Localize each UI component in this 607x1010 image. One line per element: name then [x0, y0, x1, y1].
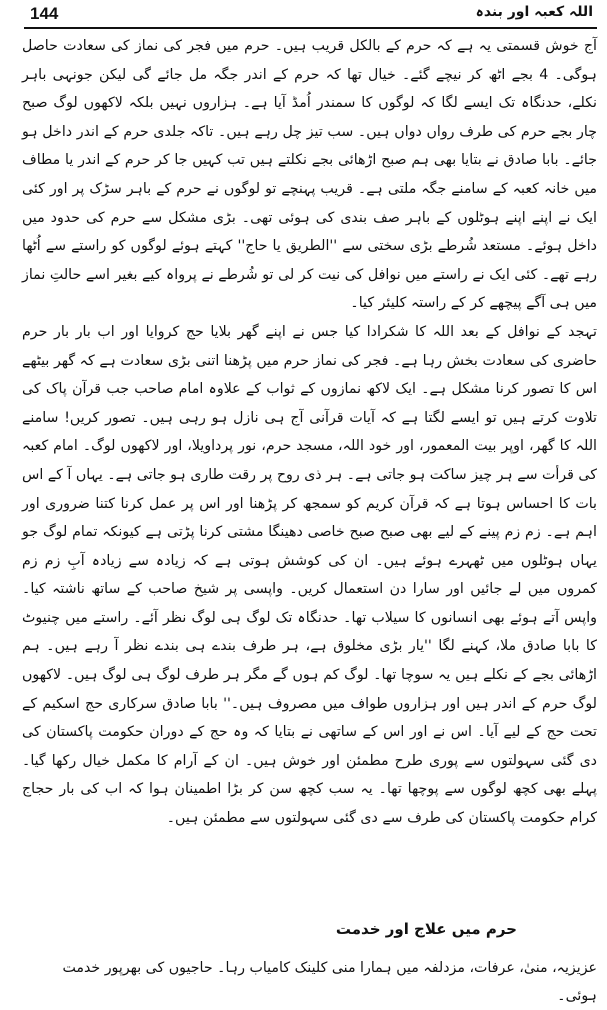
section-heading: حرم میں علاج اور خدمت	[335, 920, 517, 938]
final-paragraph: عزیزیہ، منیٰ، عرفات، مزدلفہ میں ہمارا منی کلینک کامیاب رہا۔ حاجیوں کی بھرپور خدمت ہوئی۔	[62, 960, 597, 1004]
header-rule	[24, 27, 597, 29]
page-number: 144	[30, 4, 59, 23]
paragraph-1: آج خوش قسمتی یہ ہے کہ حرم کے بالکل قریب ہیں۔ حرم میں فجر کی نماز کی سعادت حاصل ہوگی۔ 4 بجے اٹھ کر نیچے گئے۔ خیال تھا کہ حرم کے اندر جگہ مل جائے گی لیکن جونہی باہر نکلے، حدنگاہ تک ایسے لگا کہ لوگوں کا سمندر اُمڈ آیا ہے۔ ہزاروں نہیں بلکہ لاکھوں لوگ صبح چار بجے حرم کی طرف رواں دواں ہیں۔ سب تیز چل رہے ہیں۔ تاکہ جلدی حرم کے اندر داخل ہو جائے۔ بابا صادق نے بتایا بھی ہم صبح اڑھائی بجے نکلتے ہیں تب کہیں جا کر حرم کے اندر یا مطاف میں خانہ کعبہ کے سامنے جگہ ملتی ہے۔ قریب پہنچے تو لوگوں نے حرم کے باہر سڑک پر اور کئی ایک نے اپنے اپنے ہوٹلوں کے باہر صف بندی کی ہوئی تھی۔ بڑی مشکل سے حرم کی حدود میں داخل ہوئے۔ مستعد شُرطے بڑی سختی سے ''الطریق یا حاج'' کہتے ہوئے لوگوں کو راستے سے اُٹھا رہے تھے۔ کئی ایک نے راستے میں نوافل کی نیت کر لی تو شُرطے نے پرواہ کیے بغیر اسے حالتِ نماز میں ہی آگے پیچھے کر کے راستہ کلیئر کیا۔	[22, 38, 597, 312]
page-header	[0, 0, 607, 30]
paragraph-2: تہجد کے نوافل کے بعد اللہ کا شکرادا کیا جس نے اپنے گھر بلایا حج کروایا اور اب بار بار حرم حاضری کی سعادت بخش رہا ہے۔ فجر کی نماز حرم میں پڑھنا اتنی بڑی سعادت ہے کہ گھر بیٹھے اس کا تصور کرنا مشکل ہے۔ ایک لاکھ نمازوں کے ثواب کے علاوہ امام صاحب جب قرآن پاک کی تلاوت کرتے ہیں تو ایسے لگتا ہے کہ آیات قرآنی آج ہی نازل ہو رہی ہیں۔ تصور کریں! سامنے اللہ کا گھر، اوپر بیت المعمور، اور خود اللہ، مسجد حرم، نور پرداویلا، اور لاکھوں لوگ۔ امام کعبہ کی قرأت سے ہر چیز ساکت ہو جاتی ہے۔ ہر ذی روح پر رقت طاری ہو جاتی ہے۔ یہاں آ کے اس بات کا احساس ہوتا ہے کہ قرآن کریم کو سمجھ کر پڑھنا اور اس پر عمل کرنا کتنا ضروری اور اہم ہے۔ زم زم پینے کے لیے بھی صبح صبح خاصی دھینگا مشتی کرنا پڑتی ہے کیونکہ تمام لوگ جو یہاں ہوٹلوں میں ٹھہرے ہوئے ہیں۔ ان کی کوشش ہوتی ہے کہ زیادہ سے زیادہ آبِ زم زم کمروں میں لے جائیں اور سارا دن استعمال کریں۔ واپسی پر شیخ صاحب کے ساتھ ناشتہ کیا۔ واپس آتے ہوئے بھی انسانوں کا سیلاب تھا۔ حدنگاہ تک لوگ ہی لوگ نظر آئے۔ راستے میں چنیوٹ کا بابا صادق ملا، کہنے لگا ''یار بڑی مخلوق ہے، ہر طرف بندے ہی بندے نظر آ رہے ہیں۔ ہم اڑھائی بجے کے نکلے ہیں یہ سوچا تھا۔ لوگ کم ہوں گے مگر ہر طرف لوگ ہی لوگ ہیں۔ لاکھوں لوگ حرم کے اندر ہیں اور ہزاروں طواف میں مصروف ہیں۔'' بابا صادق سرکاری حج اسکیم کے تحت حج کے لیے آیا۔ اس نے اور اس کے ساتھی نے بتایا کہ وہ حج کے دوران حکومت پاکستان کی دی گئی سہولتوں سے پوری طرح مطمئن اور خوش ہیں۔ ان کے آرام کا مکمل خیال رکھا گیا۔ پہلے بھی کچھ لوگوں سے پوچھا تھا۔ یہ سب کچھ سن کر بڑا اطمینان ہوا کہ اب کی بار حجاج کرام حکومت پاکستان کی طرف سے دی گئی سہولتوں سے مطمئن ہیں۔	[22, 323, 597, 827]
running-title: اللہ کعبہ اور بندہ	[475, 4, 593, 20]
body-text	[22, 32, 597, 833]
